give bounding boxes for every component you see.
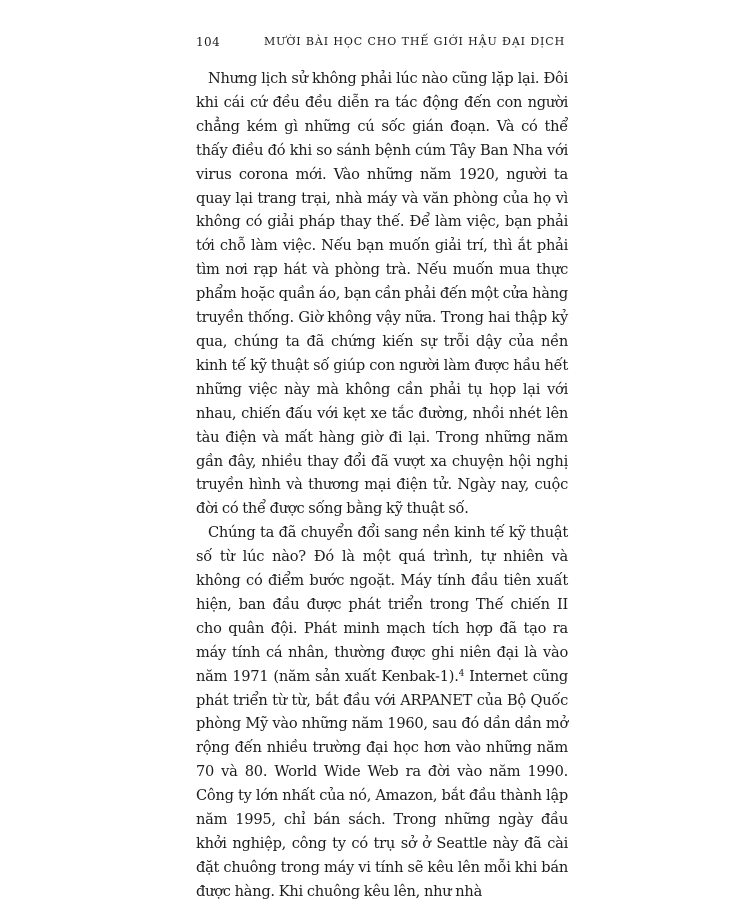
footnote-marker: 4 — [458, 668, 465, 679]
paragraph-1: Nhưng lịch sử không phải lúc nào cũng lặp lại. Đôi khi cái cứ đều đều diễn ra tác động đến con người chẳng kém gì những cú sốc gián đoạn. Và có thể thấy điều đó khi so sánh bệnh cúm Tây Ban Nha với virus corona mới. Vào những năm 1920, người ta quay lại trang trại, nhà máy và văn phòng của họ vì không có giải pháp thay thế. Để làm việc, bạn phải tới chỗ làm việc. Nếu bạn muốn giải trí, thì ắt phải tìm nơi rạp hát và phòng trà. Nếu muốn mua thực phẩm hoặc quần áo, bạn cần phải đến một cửa hàng truyền thống. Giờ không vậy nữa. Trong hai thập kỷ qua, chúng ta đã chứng kiến sự trỗi dậy của nền kinh tế kỹ thuật số giúp con người làm được hầu hết những việc này mà không cần phải tụ họp lại với nhau, chiến đấu với kẹt xe tắc đường, nhồi nhét lên tàu điện và mất hàng giờ đi lại. Trong những năm gần đây, nhiều thay đổi đã vượt xa chuyện hội nghị truyền hình và thương mại điện tử. Ngày nay, cuộc đời có thể được sống bằng kỹ thuật số. — [196, 70, 568, 518]
paragraph-2-text-a: Chúng ta đã chuyển đổi sang nền kinh tế kỹ thuật số từ lúc nào? Đó là một quá trình, tự nhiên và không có điểm bước ngoặt. Máy tính đầu tiên xuất hiện, ban đầu được phát triển trong Thế chiến II cho quân đội. Phát minh mạch tích hợp đã tạo ra máy tính cá nhân, thường được ghi niên đại là vào năm 1971 (năm sản xuất Kenbak-1). — [196, 524, 568, 685]
body-text — [196, 67, 568, 904]
running-header — [196, 32, 596, 52]
page-number: 104 — [196, 35, 221, 49]
book-title-header: MƯỜI BÀI HỌC CHO THẾ GIỚI HẬU ĐẠI DỊCH — [264, 35, 566, 48]
paragraph-2 — [196, 521, 568, 904]
paragraph-2-text-b: Internet cũng phát triển từ từ, bắt đầu với ARPANET của Bộ Quốc phòng Mỹ vào những năm 1960, sau đó dần dần mở rộng đến nhiều trường đại học hơn vào những năm 70 và 80. World Wide Web ra đời vào năm 1990. Công ty lớn nhất của nó, Amazon, bắt đầu thành lập năm 1995, chỉ bán sách. Trong những ngày đầu khởi nghiệp, công ty có trụ sở ở Seattle này đã cài đặt chuông trong máy vi tính sẽ kêu lên mỗi khi bán được hàng. Khi chuông kêu lên, như nhà — [196, 667, 569, 900]
